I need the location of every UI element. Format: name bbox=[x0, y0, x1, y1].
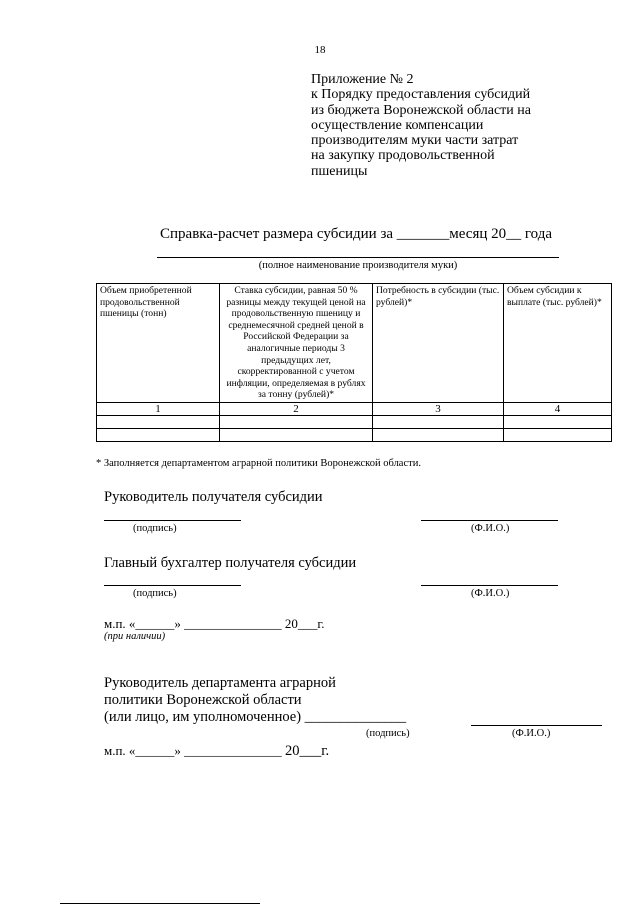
department-line: политики Воронежской области bbox=[104, 692, 302, 708]
table-header-row bbox=[97, 284, 612, 403]
table-cell[interactable] bbox=[504, 415, 612, 428]
head-sign-caption: (подпись) bbox=[133, 523, 177, 534]
header-subsidy-need: Потребность в субсидии (тыс. рублей)* bbox=[373, 284, 504, 403]
accountant-name-caption: (Ф.И.О.) bbox=[471, 588, 510, 599]
appendix-line: осуществление компенсации bbox=[311, 117, 484, 133]
department-name-line[interactable] bbox=[471, 725, 602, 726]
producer-name-line bbox=[157, 257, 559, 258]
department-name-caption: (Ф.И.О.) bbox=[512, 728, 551, 739]
calculation-table bbox=[96, 283, 612, 442]
accountant-section-title: Главный бухгалтер получателя субсидии bbox=[104, 555, 357, 571]
column-number: 2 bbox=[220, 402, 373, 415]
appendix-header bbox=[311, 72, 531, 179]
accountant-signature-line[interactable] bbox=[104, 585, 241, 586]
table-cell[interactable] bbox=[220, 415, 373, 428]
table-row bbox=[97, 415, 612, 428]
table-cell[interactable] bbox=[504, 428, 612, 441]
header-subsidy-rate: Ставка субсидии, равная 50 % разницы между текущей ценой на продовольственную пшеницу и среднемесячной средней ценой в Российской Федерации за аналогичные периоды 3 предыдущих лет, скорректированной с учетом инфляции, определяемая в рублях за тонну (рублей)* bbox=[220, 284, 373, 403]
producer-caption: (полное наименование производителя муки) bbox=[258, 260, 458, 271]
department-date-prefix: м.п. «______» _______________ bbox=[104, 743, 285, 758]
department-line: Руководитель департамента аграрной bbox=[104, 675, 336, 691]
table-cell[interactable] bbox=[97, 428, 220, 441]
column-number: 3 bbox=[373, 402, 504, 415]
department-date-year: 20___г. bbox=[284, 743, 330, 759]
department-sign-caption: (подпись) bbox=[366, 728, 410, 739]
accountant-name-line[interactable] bbox=[421, 585, 558, 586]
appendix-line: пшеницы bbox=[311, 163, 368, 179]
head-signature-line[interactable] bbox=[104, 520, 241, 521]
stamp-note: (при наличии) bbox=[104, 631, 166, 642]
table-row bbox=[97, 402, 612, 415]
table-cell[interactable] bbox=[97, 415, 220, 428]
appendix-line: Приложение № 2 bbox=[311, 72, 414, 87]
header-subsidy-payout: Объем субсидии к выплате (тыс. рублей)* bbox=[504, 284, 612, 403]
head-name-line[interactable] bbox=[421, 520, 558, 521]
page-number: 18 bbox=[314, 44, 326, 56]
column-number: 1 bbox=[97, 402, 220, 415]
head-name-caption: (Ф.И.О.) bbox=[471, 523, 510, 534]
accountant-date-line: м.п. «______» _______________ 20___г. bbox=[104, 616, 325, 631]
department-line: (или лицо, им уполномоченное) ______________ bbox=[104, 709, 407, 725]
table-row bbox=[97, 428, 612, 441]
document-title: Справка-расчет размера субсидии за _______месяц 20__ года bbox=[160, 226, 553, 242]
table-cell[interactable] bbox=[373, 415, 504, 428]
footer-rule bbox=[60, 903, 260, 904]
column-number: 4 bbox=[504, 402, 612, 415]
head-section-title: Руководитель получателя субсидии bbox=[104, 489, 323, 505]
footnote: * Заполняется департаментом аграрной политики Воронежской области. bbox=[96, 458, 421, 469]
appendix-line: к Порядку предоставления субсидий bbox=[311, 87, 531, 103]
header-wheat-volume: Объем приобретенной продовольственной пшеницы (тонн) bbox=[97, 284, 220, 403]
appendix-line: из бюджета Воронежской области на bbox=[311, 102, 531, 118]
department-date-line bbox=[104, 743, 329, 760]
appendix-line: на закупку продовольственной bbox=[311, 148, 495, 164]
department-section bbox=[104, 675, 406, 726]
table-cell[interactable] bbox=[373, 428, 504, 441]
appendix-line: производителям муки части затрат bbox=[311, 133, 519, 149]
accountant-sign-caption: (подпись) bbox=[133, 588, 177, 599]
table-cell[interactable] bbox=[220, 428, 373, 441]
